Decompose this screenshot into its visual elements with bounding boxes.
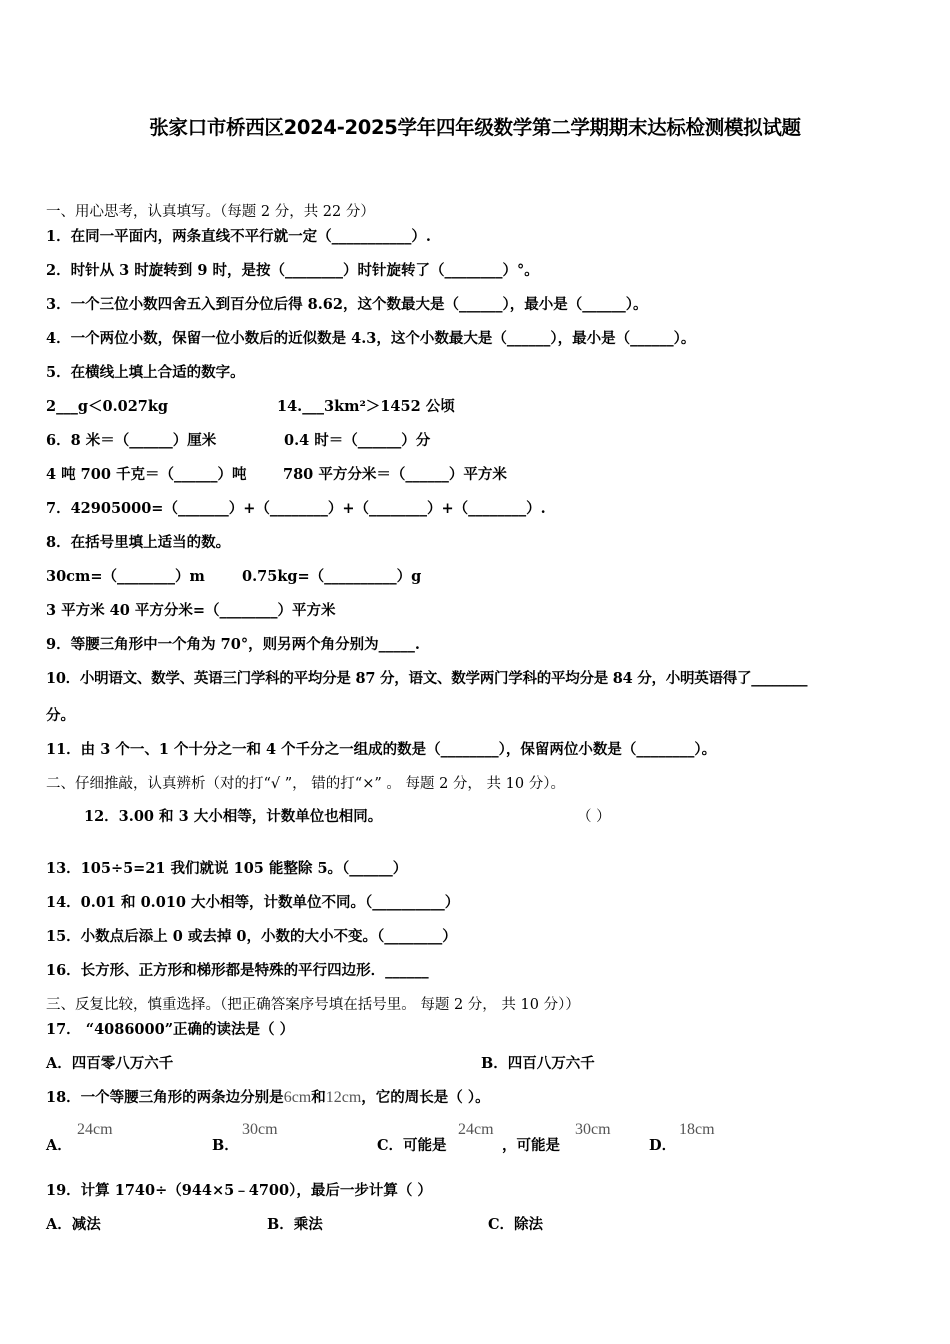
question-18-option-b-value: 30cm	[242, 1121, 278, 1138]
question-19-option-b: B．乘法	[267, 1216, 323, 1233]
question-18-side-2: 12cm	[325, 1089, 362, 1106]
question-7: 7．42905000=（_______）+（________）+（________）+（________）.	[46, 500, 546, 517]
question-6-part-c: 4 吨 700 千克＝（______）吨	[46, 466, 247, 483]
question-12-answer-bracket: （ ）	[577, 809, 611, 825]
question-18-side-1: 6cm	[283, 1089, 312, 1106]
question-10: 10．小明语文、数学、英语三门学科的平均分是 87 分，语文、数学两门学科的平均分是 84 分，小明英语得了________	[46, 670, 808, 687]
question-18-stem-start: 18．一个等腰三角形的两条边分别是	[46, 1089, 284, 1106]
question-18-option-c-value-1: 24cm	[458, 1121, 494, 1138]
question-11: 11．由 3 个一、1 个十分之一和 4 个千分之一组成的数是（________），保留两位小数是（________）。	[46, 741, 717, 758]
question-9: 9．等腰三角形中一个角为 70°，则另两个角分别为_____.	[46, 636, 420, 653]
question-8: 8．在括号里填上适当的数。	[46, 534, 231, 551]
question-6-part-d: 780 平方分米＝（______）平方米	[283, 466, 507, 483]
question-8-part-a: 30cm=（________）m	[46, 568, 205, 585]
question-19-option-a: A．减法	[46, 1216, 101, 1233]
section-2-heading: 二、仔细推敲，认真辨析（对的打“√ ”， 错的打“×” 。 每题 2 分， 共 10 分）。	[46, 776, 565, 792]
question-5: 5．在横线上填上合适的数字。	[46, 364, 245, 381]
question-18-option-c-label: C．可能是	[377, 1137, 447, 1154]
question-17-option-a: A．四百零八万六千	[46, 1055, 174, 1072]
question-6-part-b: 0.4 时＝（______）分	[284, 432, 431, 449]
section-1-heading: 一、用心思考，认真填写。（每题 2 分，共 22 分）	[46, 204, 375, 220]
question-18-option-c-mid: ，可能是	[502, 1137, 560, 1154]
question-18-option-a-value: 24cm	[77, 1121, 113, 1138]
question-18-option-d-label: D．	[649, 1137, 677, 1154]
question-1: 1．在同一平面内，两条直线不平行就一定（___________）.	[46, 228, 431, 245]
question-17-option-b: B．四百八万六千	[481, 1055, 595, 1072]
page-title: 张家口市桥西区2024-2025学年四年级数学第二学期期末达标检测模拟试题	[149, 116, 801, 139]
question-5-part-b: 14.___3km²＞1452 公顷	[277, 398, 455, 415]
question-13: 13．105÷5=21 我们就说 105 能整除 5。（______）	[46, 860, 408, 877]
question-8-part-c: 3 平方米 40 平方分米=（________）平方米	[46, 602, 336, 619]
question-19: 19．计算 1740÷（944×5﹣4700），最后一步计算（ ）	[46, 1182, 432, 1199]
question-18-option-a-label: A．	[46, 1137, 72, 1154]
question-18-option-d-value: 18cm	[679, 1121, 715, 1138]
question-2: 2．时针从 3 时旋转到 9 时，是按（________）时针旋转了（________）°。	[46, 262, 539, 279]
question-18	[46, 1088, 490, 1108]
question-19-option-c: C．除法	[488, 1216, 544, 1233]
question-15: 15．小数点后添上 0 或去掉 0，小数的大小不变。（________）	[46, 928, 457, 945]
question-4: 4．一个两位小数，保留一位小数后的近似数是 4.3，这个小数最大是（______），最小是（______）。	[46, 330, 696, 347]
section-3-heading: 三、反复比较，慎重选择。（把正确答案序号填在括号里。 每题 2 分， 共 10 分））	[46, 997, 580, 1013]
question-18-stem-and: 和	[311, 1089, 326, 1106]
question-3: 3．一个三位小数四舍五入到百分位后得 8.62，这个数最大是（______），最小是（______）。	[46, 296, 648, 313]
question-12: 12．3.00 和 3 大小相等，计数单位也相同。	[84, 808, 383, 825]
question-18-option-b-label: B．	[212, 1137, 239, 1154]
question-17: 17． “4086000”正确的读法是（ ）	[46, 1021, 295, 1038]
question-14: 14．0.01 和 0.010 大小相等，计数单位不同。（__________）	[46, 894, 460, 911]
question-8-part-b: 0.75kg=（__________）g	[242, 568, 422, 585]
question-16: 16．长方形、正方形和梯形都是特殊的平行四边形．______	[46, 962, 429, 979]
question-10-continued: 分。	[46, 707, 75, 724]
question-6-part-a: 6．8 米＝（______）厘米	[46, 432, 217, 449]
question-18-option-c-value-2: 30cm	[575, 1121, 611, 1138]
question-18-stem-end: ，它的周长是（ ）。	[361, 1089, 490, 1106]
question-5-part-a: 2___g＜0.027kg	[46, 398, 169, 415]
